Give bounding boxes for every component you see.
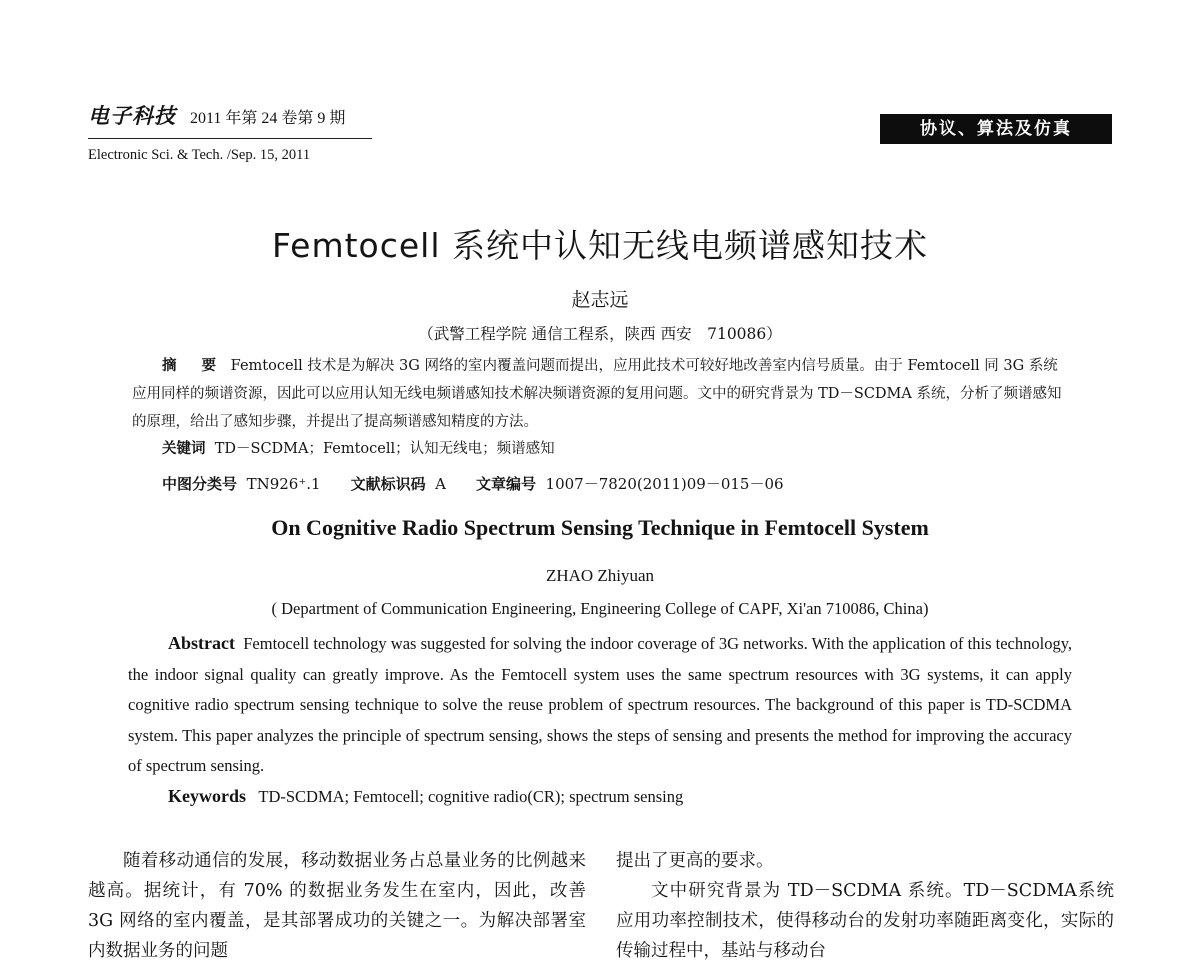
classification-row [162, 473, 784, 494]
abstract-en-label: Abstract [168, 633, 235, 653]
body-column-right [616, 846, 1114, 966]
abstract-cn-text: Femtocell 技术是为解决 3G 网络的室内覆盖问题而提出，应用此技术可较好地改善室内信号质量。由于 Femtocell 同 3G 系统应用同样的频谱资源，因此可以应用认知无线电频谱感知技术解决频谱资源的复用问题。文中的研究背景为 TD－SCDMA 系统，分析了频谱感知的原理，给出了感知步骤，并提出了提高频谱感知精度的方法。 [132, 358, 1062, 430]
abstract-cn [132, 352, 1072, 436]
abstract-en-text: Femtocell technology was suggested for solving the indoor coverage of 3G networks. With the application of this technology, the indoor signal quality can greatly improve. As the Femtocell system uses the same spectrum resources with 3G systems, it can apply cognitive radio spectrum sensing technique to solve the reuse problem of spectrum resources. The background of this paper is TD-SCDMA system. This paper analyzes the principle of spectrum sensing, shows the steps of sensing and presents the method for improving the accuracy of spectrum sensing. [128, 634, 1073, 775]
doc-code-label: 文献标识码 [350, 475, 426, 493]
abstract-cn-label: 摘 要 [162, 358, 227, 374]
journal-english-name: Electronic Sci. & Tech. /Sep. 15, 2011 [88, 147, 311, 163]
body-column-left: 随着移动通信的发展，移动数据业务占总量业务的比例越来越高。据统计，有 70% 的数据业务发生在室内，因此，改善 3G 网络的室内覆盖，是其部署成功的关键之一。为解决部署室内数据业务的问题 [88, 851, 586, 961]
body-right-paragraph-1: 提出了更高的要求。 [616, 851, 774, 871]
keywords-en-label: Keywords [168, 786, 246, 806]
clc-label: 中图分类号 [162, 475, 238, 493]
keywords-en [168, 786, 683, 807]
article-no-label: 文章编号 [475, 475, 536, 493]
keywords-cn-text: TD－SCDMA；Femtocell；认知无线电；频谱感知 [214, 441, 555, 457]
affiliation-cn: （武警工程学院 通信工程系，陕西 西安 710086） [418, 325, 782, 343]
section-badge: 协议、算法及仿真 [880, 114, 1112, 144]
journal-logo: 电子科技 [88, 103, 176, 128]
article-no-value: 1007－7820(2011)09－015－06 [545, 475, 784, 493]
doc-code-value: A [435, 475, 446, 493]
journal-issue: 2011 年第 24 卷第 9 期 [190, 110, 346, 127]
affiliation-en: ( Department of Communication Engineering, Engineering College of CAPF, Xi'an 710086, China) [271, 599, 929, 618]
keywords-en-text: TD-SCDMA; Femtocell; cognitive radio(CR); spectrum sensing [258, 787, 684, 806]
clc-value: TN926⁺.1 [246, 475, 321, 493]
paper-title-en: On Cognitive Radio Spectrum Sensing Technique in Femtocell System [271, 515, 929, 540]
abstract-en [128, 628, 1072, 782]
keywords-cn-label: 关键词 [162, 441, 206, 457]
header-rule [88, 138, 372, 139]
body-right-paragraph-2: 文中研究背景为 TD－SCDMA 系统。TD－SCDMA系统应用功率控制技术，使得移动台的发射功率随距离变化，实际的传输过程中，基站与移动台 [616, 881, 1114, 961]
paper-title-cn: Femtocell 系统中认知无线电频谱感知技术 [271, 226, 929, 265]
keywords-cn [162, 437, 555, 458]
author-cn: 赵志远 [571, 289, 629, 311]
author-en: ZHAO Zhiyuan [545, 566, 655, 585]
